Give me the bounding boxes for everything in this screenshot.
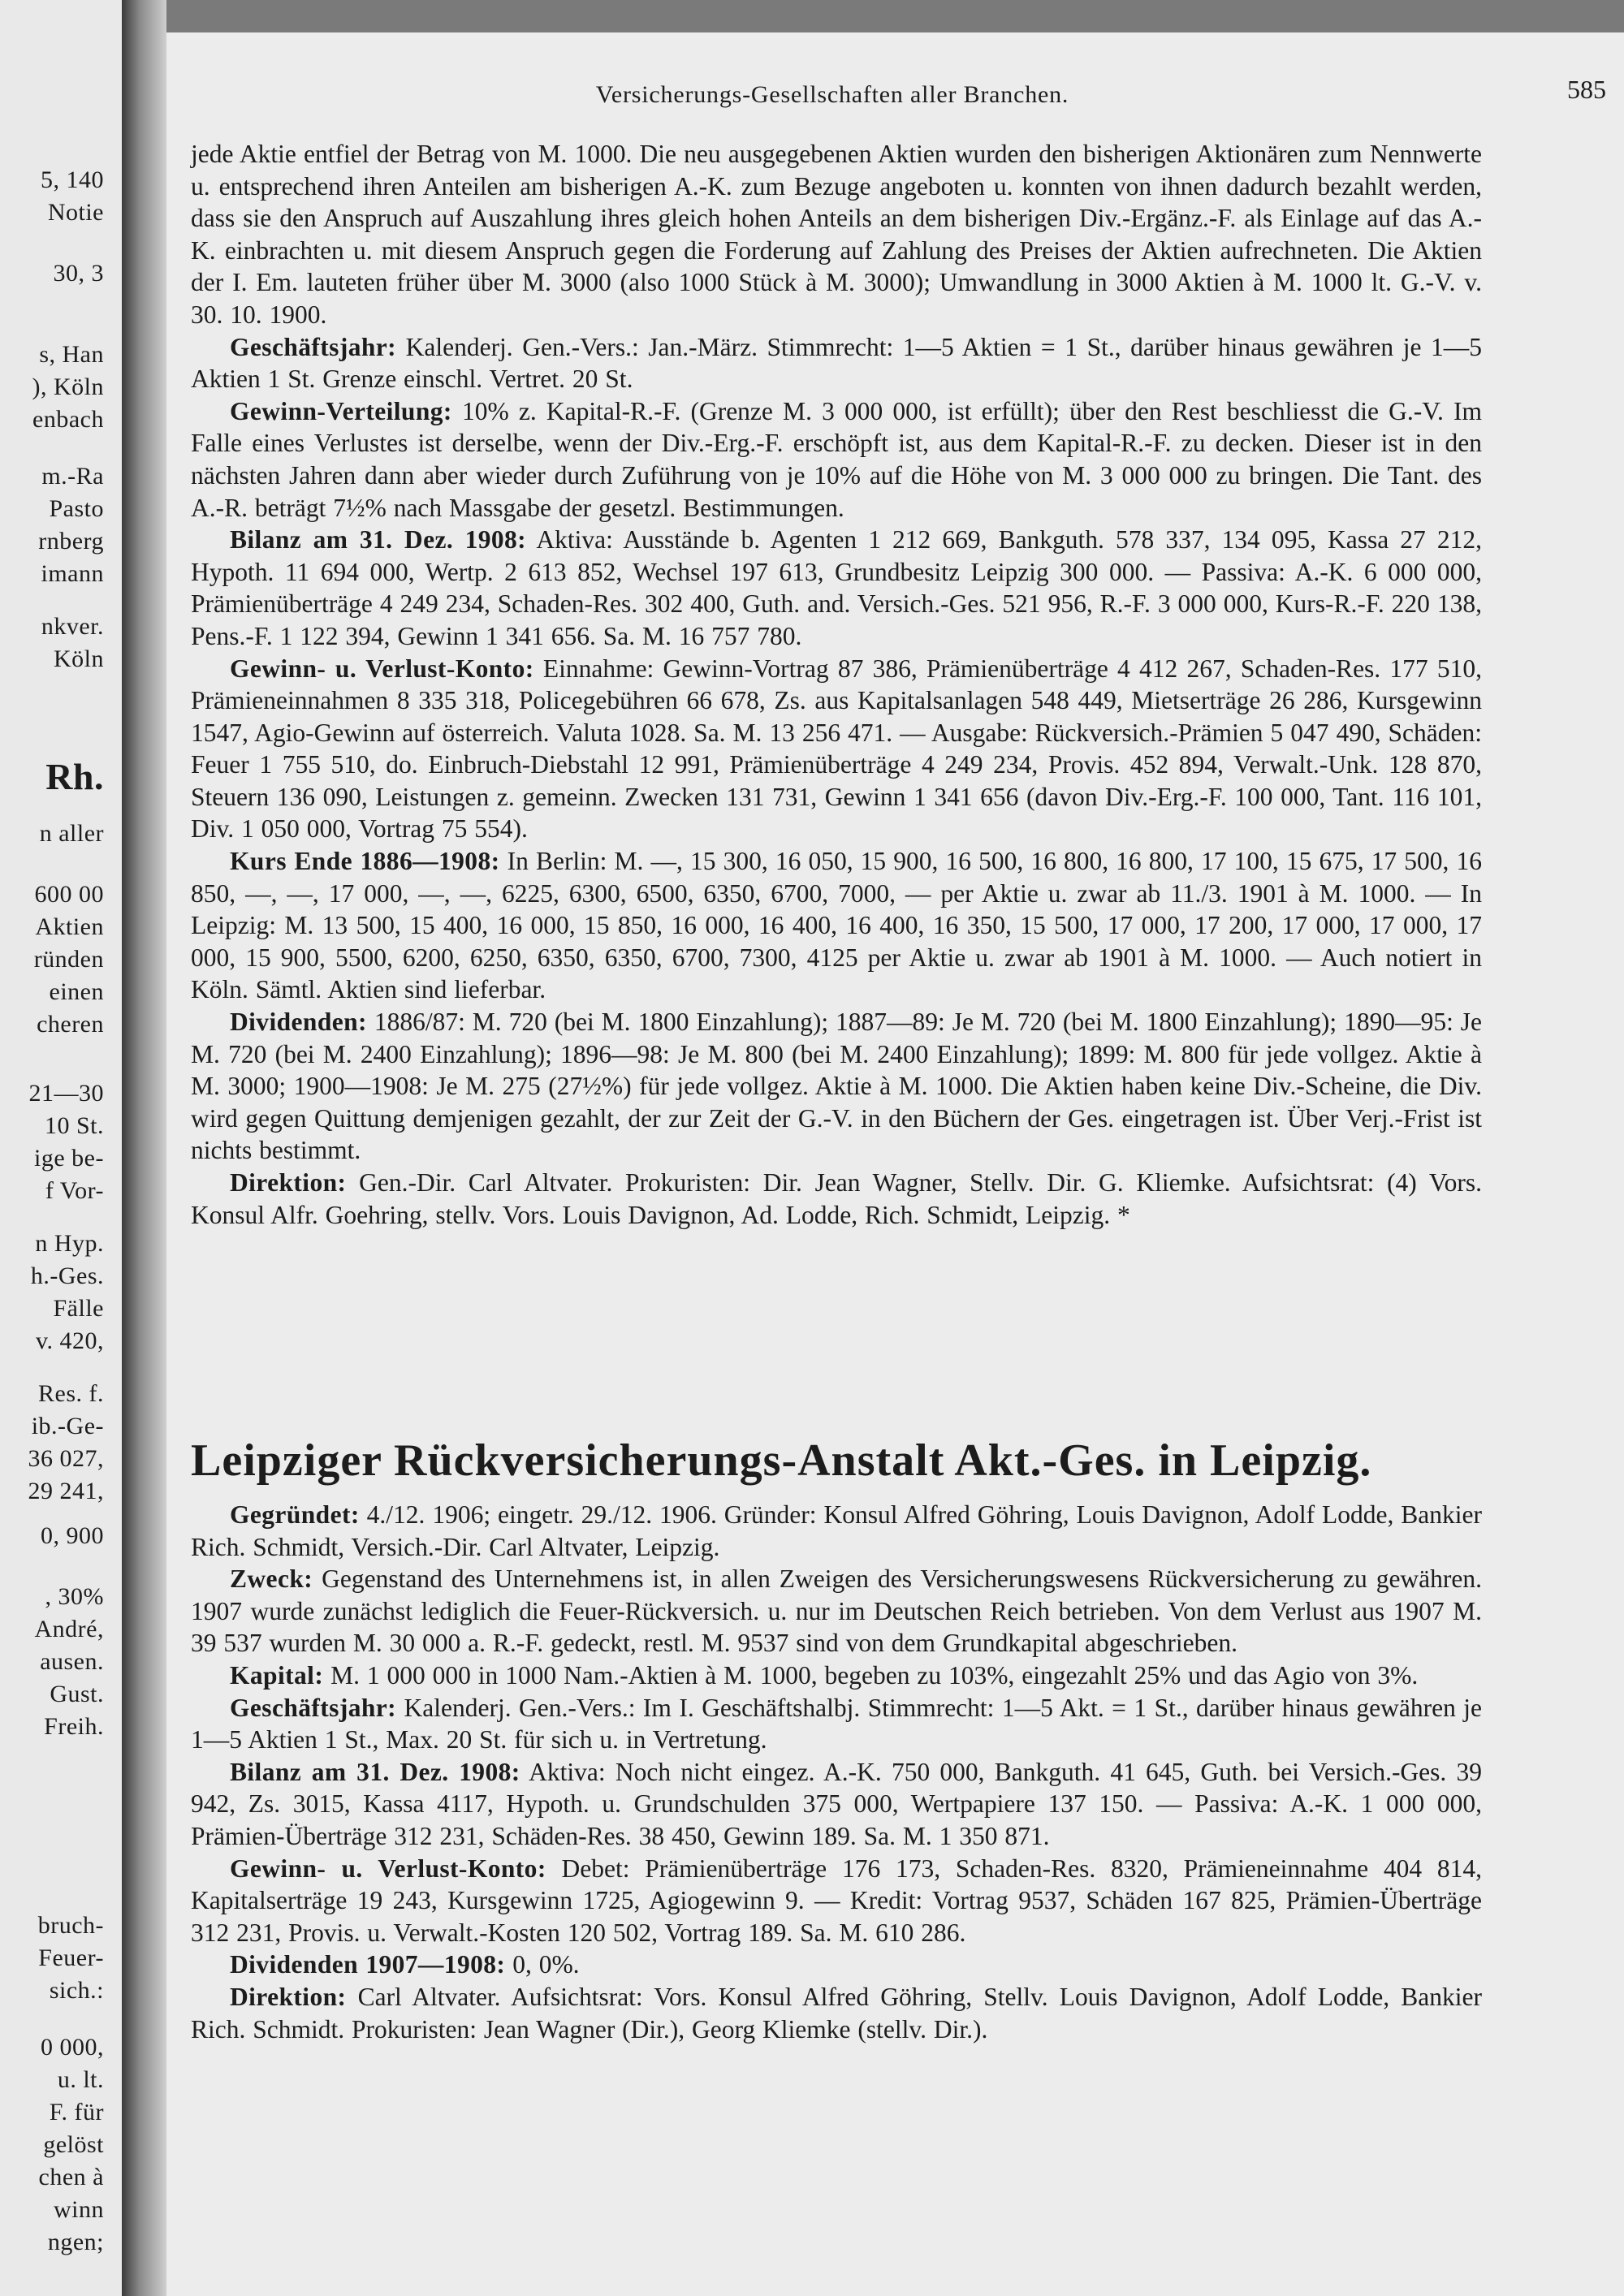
entry-paragraph [191,1692,1482,1756]
paragraph-label: Gewinn-Verteilung: [230,396,452,425]
left-page-line: cheren [37,1011,104,1038]
paragraph-label: Gewinn- u. Verlust-Konto: [230,654,534,683]
left-page-line: nkver. [41,613,104,640]
paragraph-label: Kurs Ende 1886—1908: [230,847,500,876]
left-page-line: Aktien [35,913,104,940]
paragraph-text: M. 1 000 000 in 1000 Nam.-Aktien à M. 1000, begeben zu 103%, eingezahlt 25% und das Agio von 3%. [330,1660,1419,1690]
paragraph-label: Dividenden 1907—1908: [230,1950,506,1979]
left-page-line: n Hyp. [35,1230,104,1257]
paragraph-text: 0, 0%. [512,1950,580,1979]
left-page-line: ngen; [47,2229,104,2255]
paragraph-text: 4./12. 1906; eingetr. 29./12. 1906. Gründer: Konsul Alfred Göhring, Louis Davignon, Adolf Lodde, Bankier Rich. Schmidt, Versich.-Dir. Carl Altvater, Leipzig. [191,1500,1483,1561]
entry-paragraph [191,1659,1482,1692]
paragraph-text: 1886/87: M. 720 (bei M. 1800 Einzahlung); 1887—89: Je M. 720 (bei M. 1800 Einzahlung); 1890—95: Je M. 720 (bei M. 2400 Einzahlung); 1896—98: Je M. 800 (bei M. 2400 Einzahlung); 1899: M. 800 für jede vollgez. Aktie à M. 3000; 1900—1908: Je M. 275 (27½%) für jede vollgez. Aktie à M. 1000. Die Aktien haben keine Div.-Scheine, die Div. wird gegen Quittung demjenigen gezahlt, der zur Zeit der G.-V. in den Büchern der Ges. eingetragen ist. Über Verj.-Frist ist nichts bestimmt. [191,1008,1483,1165]
left-page-line: einen [49,978,104,1005]
left-page-line: v. 420, [35,1327,104,1354]
left-page-line: Res. f. [38,1380,104,1407]
paragraph-label: Geschäftsjahr: [230,1693,397,1722]
entry-title: Leipziger Rückversicherungs-Anstalt Akt.-Ges. in Leipzig. [191,1435,1372,1486]
left-page-line: chen à [38,2164,104,2190]
entry-continued [191,138,1482,1231]
left-page-line: ausen. [40,1648,104,1675]
left-page-line: ründen [33,946,104,973]
left-page-line: Rh. [45,756,104,797]
left-page-line: ib.-Ge- [31,1413,104,1439]
paragraph-text: Einnahme: Gewinn-Vortrag 87 386, Prämienüberträge 4 412 267, Schaden-Res. 177 510, Prämieneinnahmen 8 335 318, Policegebühren 66 678, Zs. aus Kapitalsanlagen 548 449, Mietserträge 26 286, Kursgewinn 1547, Agio-Gewinn auf österreich. Valuta 1028. Sa. M. 13 256 471. — Ausgabe: Rückversich.-Prämien 5 047 490, Schäden: Feuer 1 755 510, do. Einbruch-Diebstahl 12 991, Prämienüberträge 4 249 234, Provis. 452 894, Verwalt.-Unk. 128 870, Steuern 136 090, Leistungen z. gemeinn. Zwecken 131 731, Gewinn 1 341 656 (davon Div.-Erg.-F. 100 000, Tant. 116 101, Div. 1 050 000, Vortrag 75 554). [191,654,1482,844]
left-page-line: 30, 3 [53,260,104,287]
paragraph-text: 10% z. Kapital-R.-F. (Grenze M. 3 000 000, ist erfüllt); über den Rest beschliesst die G.-V. Im Falle eines Verlustes ist derselbe, wenn der Div.-Erg.-F. erschöpft ist, aus dem Kapital-R.-F. zu decken. Dieser ist in den nächsten Jahren dann aber wieder durch Zuführung von je 10% auf die Höhe von M. 3 000 000 zu bringen. Die Tant. des A.-R. beträgt 7½% nach Massgabe der gesetzl. Bestimmungen. [191,396,1483,522]
left-page-line: winn [54,2196,104,2223]
book-gutter [122,0,166,2296]
entry-paragraph [191,331,1482,395]
paragraph-text: Aktiva: Noch nicht eingez. A.-K. 750 000, Bankguth. 41 645, Guth. bei Versich.-Ges. 39 942, Zs. 3015, Kassa 4117, Hypoth. u. Grundschulden 375 000, Wertpapiere 137 150. — Passiva: A.-K. 1 000 000, Prämien-Überträge 312 231, Schäden-Res. 38 450, Gewinn 189. Sa. M. 1 350 871. [191,1757,1483,1850]
left-page-line: 21—30 [28,1080,104,1107]
entry-paragraph [191,1499,1482,1563]
entry-paragraph [191,1949,1482,1981]
left-page-line: s, Han [39,341,104,368]
entry-paragraph [191,1981,1482,2045]
paragraph-label: Dividenden: [230,1008,367,1037]
left-page-line: m.-Ra [41,463,104,490]
left-page-line: n aller [39,820,104,847]
left-page-line: Notie [47,199,104,226]
left-page-line: 36 027, [28,1445,104,1472]
left-page-line: ), Köln [32,373,104,400]
entry-leipziger-rueckversicherung [191,1499,1482,2045]
left-page-line: imann [41,560,104,587]
entry-paragraph [191,653,1482,846]
paragraph-text: Debet: Prämienüberträge 176 173, Schaden-Res. 8320, Prämieneinnahme 404 814, Kapitalserträge 19 243, Kursgewinn 1725, Agiogewinn 9. — Kredit: Vortrag 9537, Schäden 167 825, Prämien-Überträge 312 231, Provis. u. Verwalt.-Kosten 120 502, Vortrag 189. Sa. M. 610 286. [191,1854,1482,1947]
entry-paragraph [191,1006,1482,1167]
left-page-line: 10 St. [44,1112,104,1139]
left-page-line: Pasto [49,495,104,522]
left-page-line: Feuer- [38,1944,104,1971]
paragraph-text: Gegenstand des Unternehmens ist, in allen Zweigen des Versicherungswesens Rückversicherung zu gewähren. 1907 wurde zunächst lediglich die Feuer-Rückversich. u. nur im Deutschen Reich betrieben. Von dem Verlust aus 1907 M. 39 537 wurden M. 30 000 a. R.-F. gedeckt, restl. M. 9537 sind von dem Grundkapital abgeschrieben. [191,1564,1483,1658]
paragraph-text: Kalenderj. Gen.-Vers.: Im I. Geschäftshalbj. Stimmrecht: 1—5 Akt. = 1 St., darüber hinaus gewähren je 1—5 Aktien 1 St., Max. 20 St. für sich u. in Vertretung. [191,1693,1483,1754]
left-page-line: ige be- [34,1145,104,1172]
left-page-line: f Vor- [45,1177,104,1204]
entry-paragraph [191,138,1482,331]
left-page-line: gelöst [43,2131,104,2158]
paragraph-text: In Berlin: M. —, 15 300, 16 050, 15 900, 16 500, 16 800, 16 800, 17 100, 15 675, 17 500, 16 850, —, —, 17 000, —, —, 6225, 6300, 6500, 6350, 6700, 7000, — per Aktie u. zwar ab 11./3. 1901 à M. 1000. — In Leipzig: M. 13 500, 15 400, 16 000, 15 850, 16 000, 16 400, 16 400, 16 350, 15 500, 17 000, 17 200, 17 000, 17 000, 17 000, 15 900, 5500, 6200, 6250, 6350, 6350, 6700, 7300, 4125 per Aktie u. zwar ab 1901 à M. 1000. — Auch notiert in Köln. Sämtl. Aktien sind lieferbar. [191,847,1483,1004]
entry-paragraph [191,524,1482,652]
paragraph-label: Gewinn- u. Verlust-Konto: [230,1854,546,1883]
left-page-line: Köln [54,645,104,672]
paragraph-text: Gen.-Dir. Carl Altvater. Prokuristen: Dir. Jean Wagner, Stellv. Dir. G. Kliemke. Aufsichtsrat: (4) Vors. Konsul Alfr. Goehring, stellv. Vors. Louis Davignon, Ad. Lodde, Rich. Schmidt, Leipzig. * [191,1168,1482,1229]
paragraph-text: Aktiva: Ausstände b. Agenten 1 212 669, Bankguth. 578 337, 134 095, Kassa 27 212, Hypoth. 11 694 000, Wertp. 2 613 852, Wechsel 197 613, Grundbesitz Leipzig 300 000. — Passiva: A.-K. 6 000 000, Prämienüberträge 4 249 234, Schaden-Res. 302 400, Guth. and. Versich.-Ges. 521 956, R.-F. 3 000 000, Kurs-R.-F. 220 138, Pens.-F. 1 122 394, Gewinn 1 341 656. Sa. M. 16 757 780. [191,525,1482,650]
entry-paragraph [191,845,1482,1006]
entry-paragraph [191,1563,1482,1659]
left-page-line: 600 00 [34,881,104,908]
left-page-line: Gust. [50,1681,104,1707]
paragraph-text: jede Aktie entfiel der Betrag von M. 1000. Die neu ausgegebenen Aktien wurden den bisherigen Aktionären zum Nennwerte u. entsprechend ihren Anteilen am bisherigen A.-K. zum Bezuge angeboten u. konnten von ihnen dadurch bezahlt werden, dass sie den Anspruch auf Auszahlung ihres gleich hohen Anteils an dem bisherigen Div.-Ergänz.-F. als Einlage auf das A.-K. einbrachten u. mit diesem Anspruch gegen die Forderung auf Zahlung des Preises der Aktien aufrechneten. Die Aktien der I. Em. lauteten früher über M. 3000 (also 1000 Stück à M. 3000); Umwandlung in 3000 Aktien à M. 1000 lt. G.-V. v. 30. 10. 1900. [191,140,1482,329]
left-page-line: 29 241, [28,1478,104,1504]
page-header: Versicherungs-Gesellschaften aller Branchen. [595,81,1069,108]
entry-paragraph [191,1756,1482,1853]
left-page-line: u. lt. [57,2066,104,2093]
paragraph-label: Kapital: [230,1660,324,1690]
paragraph-text: Carl Altvater. Aufsichtsrat: Vors. Konsul Alfred Göhring, Stellv. Louis Davignon, Adolf Lodde, Bankier Rich. Schmidt. Prokuristen: Jean Wagner (Dir.), Georg Kliemke (stellv. Dir.). [191,1982,1482,2044]
paragraph-label: Bilanz am 31. Dez. 1908: [230,1757,520,1786]
entry-paragraph [191,1167,1482,1231]
paragraph-label: Direktion: [230,1982,347,2011]
left-page-fragment [0,0,122,2296]
left-page-line: sich.: [49,1977,104,2004]
paragraph-label: Zweck: [230,1564,313,1594]
left-page-line: 0, 900 [41,1522,104,1549]
left-page-line: enbach [32,406,104,433]
page-number: 585 [1567,75,1606,104]
entry-paragraph [191,395,1482,524]
paragraph-label: Bilanz am 31. Dez. 1908: [230,525,527,555]
paragraph-label: Geschäftsjahr: [230,332,397,361]
left-page-line: Fälle [53,1295,104,1322]
paragraph-label: Gegründet: [230,1500,360,1529]
left-page-line: h.-Ges. [30,1262,104,1289]
paragraph-text: Kalenderj. Gen.-Vers.: Jan.-März. Stimmrecht: 1—5 Aktien = 1 St., darüber hinaus gewähren je 1—5 Aktien 1 St. Grenze einschl. Vertret. 20 St. [191,332,1482,394]
left-page-line: André, [34,1616,104,1642]
left-page-line: 0 000, [41,2034,104,2061]
left-page-line: Freih. [44,1713,104,1740]
paragraph-label: Direktion: [230,1168,347,1197]
left-page-line: bruch- [37,1912,104,1939]
left-page-line: F. für [49,2099,104,2126]
left-page-line: , 30% [45,1583,104,1610]
entry-paragraph [191,1853,1482,1949]
left-page-line: rnberg [38,528,104,555]
right-page [166,32,1624,2296]
left-page-line: 5, 140 [41,166,104,193]
